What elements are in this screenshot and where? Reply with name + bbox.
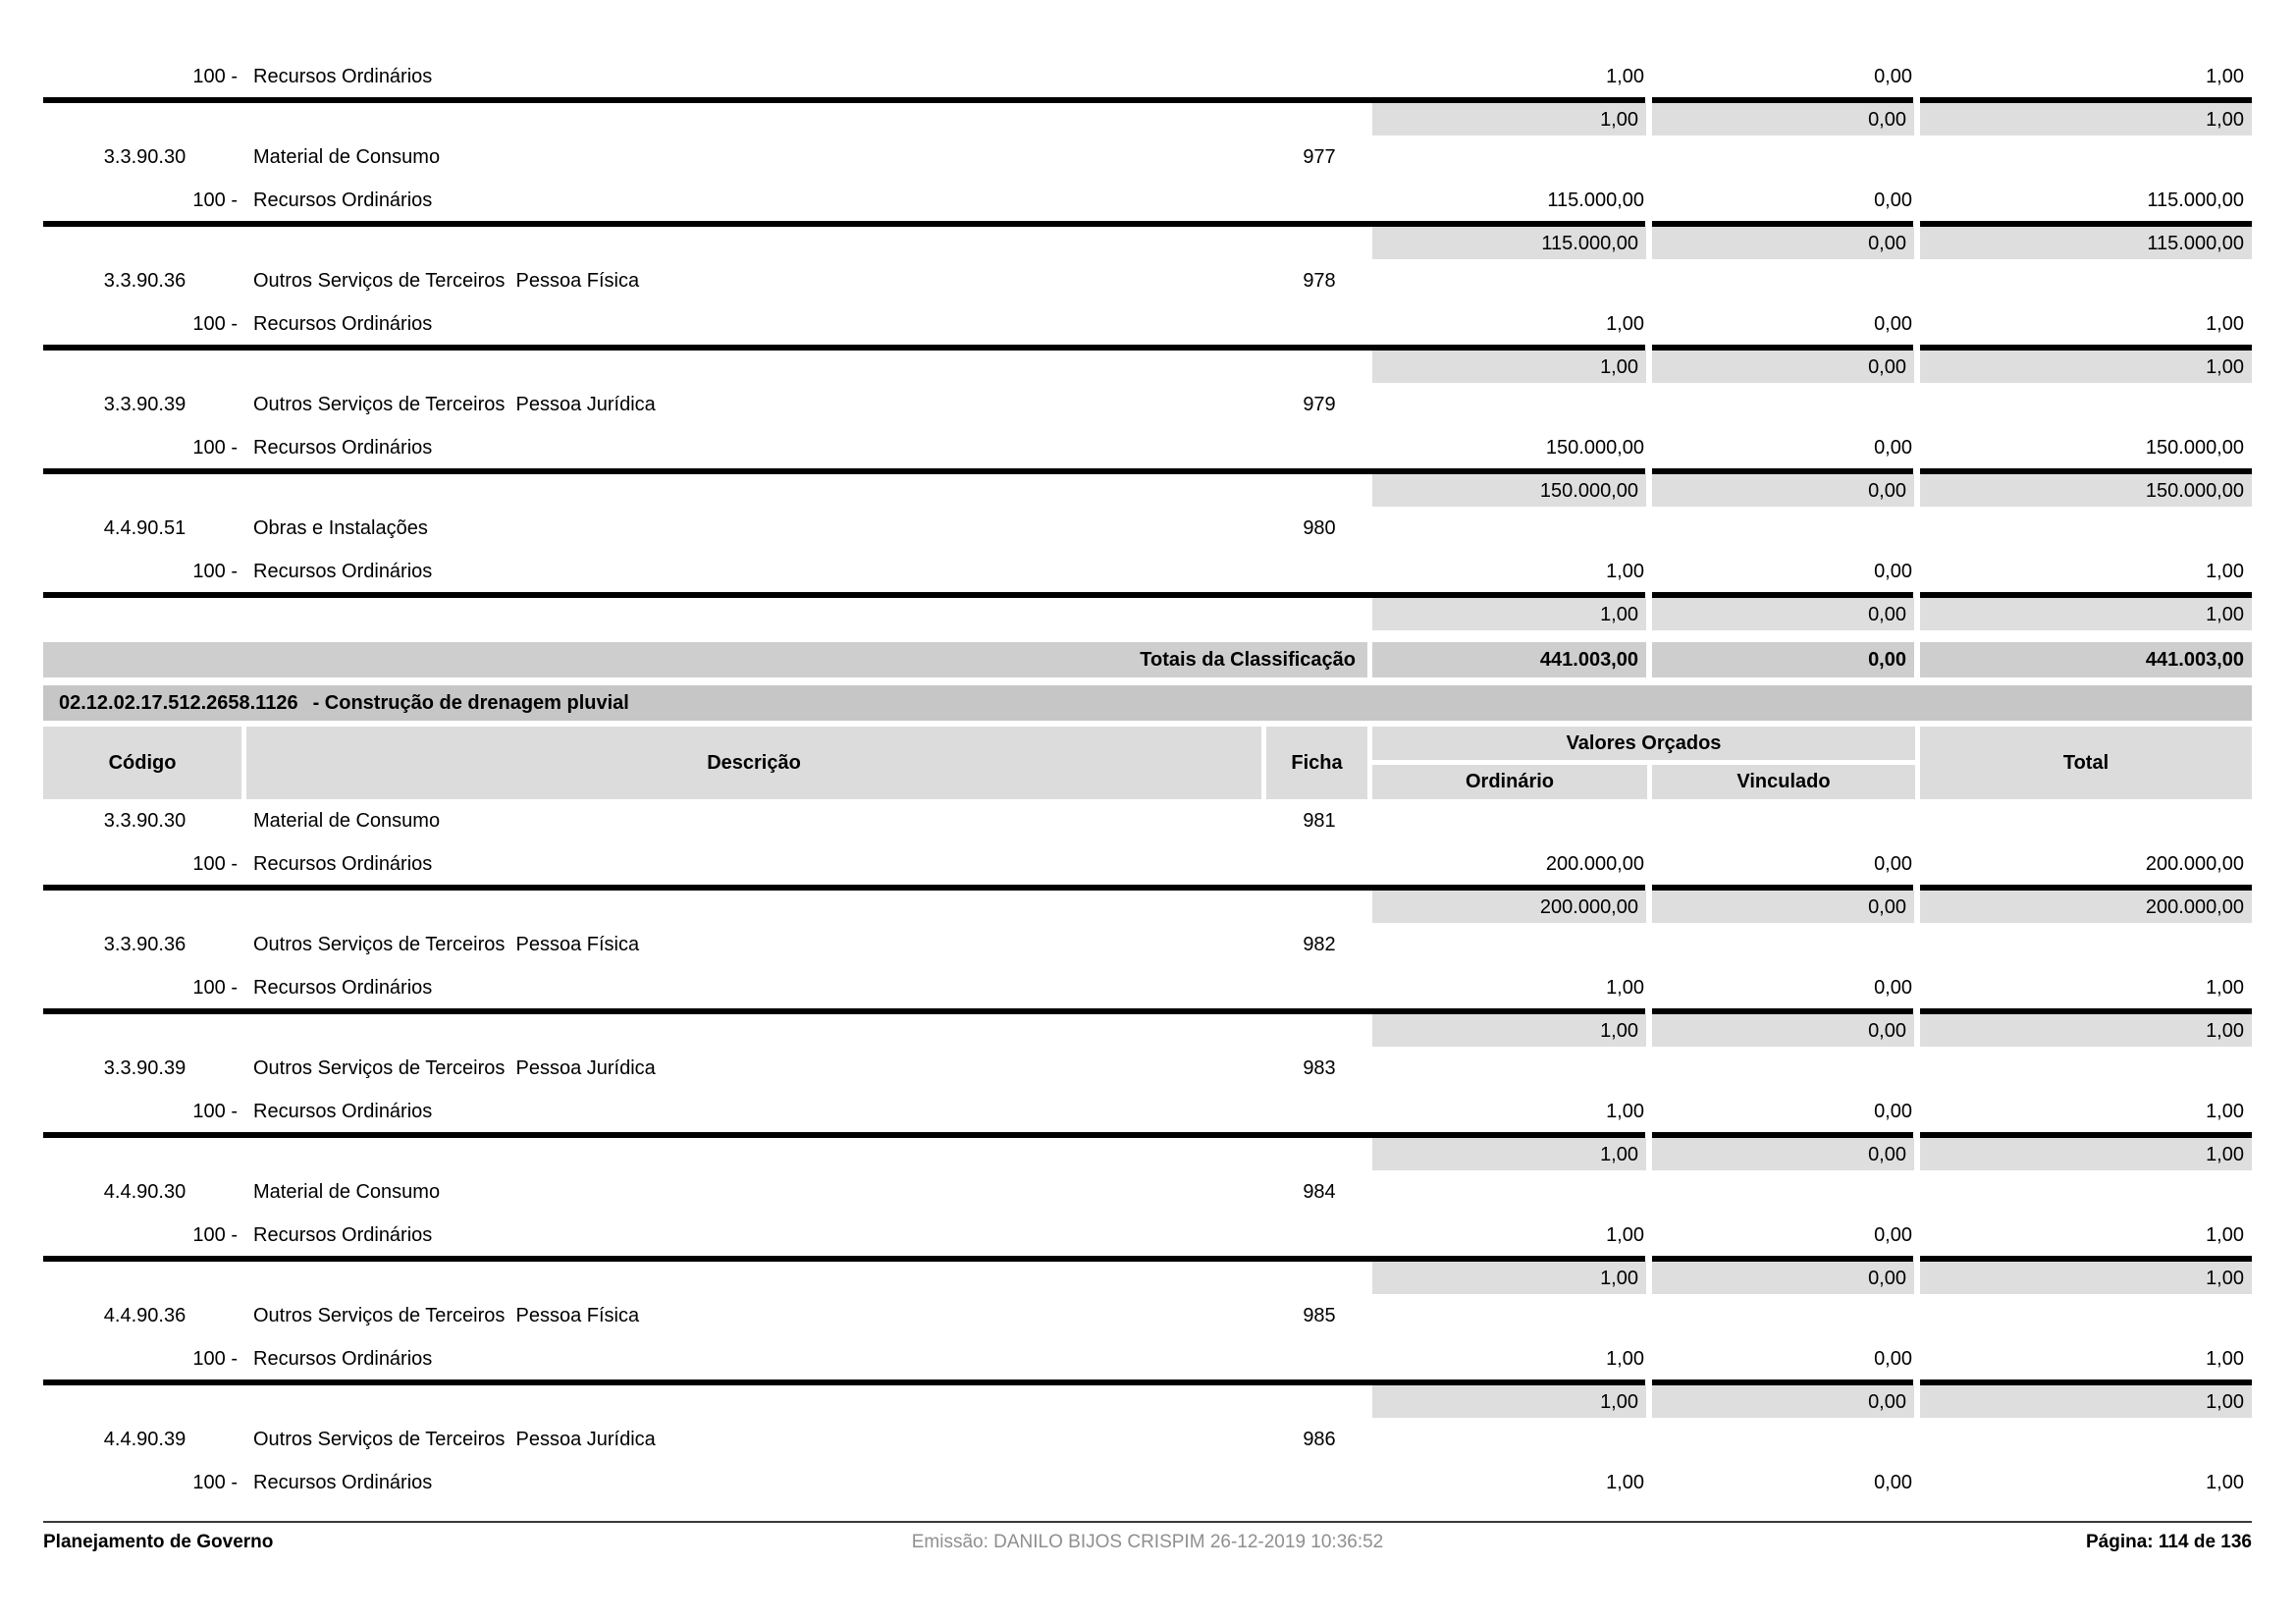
subtotal-row (43, 598, 2252, 630)
subtotal-total-value: 1,00 (1920, 1385, 2252, 1418)
header-valores-orcados: Valores Orçados (1372, 727, 1920, 760)
item-description: Material de Consumo (253, 146, 441, 168)
item-code: 4.4.90.39 (103, 1429, 187, 1450)
item-code: 4.4.90.51 (103, 517, 187, 539)
item-row (43, 259, 2252, 302)
section-title: - Construção de drenagem pluvial (312, 691, 629, 714)
subtotal-total-value: 1,00 (1920, 1138, 2252, 1170)
table-header (43, 727, 2252, 799)
fonte-vinculado-value: 0,00 (1874, 1100, 1912, 1122)
subtotal-ordinario-value: 1,00 (1372, 351, 1652, 383)
fonte-vinculado-value: 0,00 (1874, 560, 1912, 582)
footer-page-number: Página: 114 de 136 (2086, 1532, 2252, 1552)
fonte-ordinario-value: 115.000,00 (1547, 189, 1644, 211)
subtotal-spacer (43, 891, 1372, 923)
item-ficha: 977 (1303, 146, 1336, 168)
fonte-vinculado-value: 0,00 (1874, 436, 1912, 459)
fonte-name: Recursos Ordinários (253, 436, 433, 459)
subtotal-row (43, 351, 2252, 383)
budget-item-group (43, 923, 2252, 1047)
funding-source-row (43, 302, 2252, 345)
item-description: Outros Serviços de Terceiros Pessoa Jurídica (253, 1429, 656, 1450)
fonte-name: Recursos Ordinários (253, 1100, 433, 1122)
fonte-code: 100 - (192, 976, 238, 999)
fonte-vinculado-value: 0,00 (1874, 976, 1912, 999)
item-code: 3.3.90.36 (103, 934, 187, 955)
fonte-name: Recursos Ordinários (253, 1471, 433, 1493)
item-ficha: 980 (1303, 517, 1336, 539)
subtotal-total-value: 150.000,00 (1920, 474, 2252, 507)
subtotal-spacer (43, 1014, 1372, 1047)
header-codigo: Código (43, 727, 246, 799)
item-row (43, 383, 2252, 426)
item-row (43, 1047, 2252, 1090)
fonte-code: 100 - (192, 560, 238, 582)
fonte-total-value: 115.000,00 (2147, 189, 2244, 211)
subtotal-ordinario-value: 1,00 (1372, 1014, 1652, 1047)
funding-source-row (43, 426, 2252, 468)
item-code: 3.3.90.39 (103, 1057, 187, 1079)
fonte-ordinario-value: 1,00 (1606, 1100, 1644, 1122)
item-code: 4.4.90.30 (103, 1181, 187, 1203)
fonte-name: Recursos Ordinários (253, 312, 433, 335)
totals-vinculado-value: 0,00 (1652, 642, 1920, 677)
subtotal-spacer (43, 227, 1372, 259)
subtotal-row (43, 1262, 2252, 1294)
item-ficha: 978 (1303, 270, 1336, 292)
fonte-total-value: 1,00 (2206, 1347, 2244, 1370)
classification-section-1 (43, 55, 2252, 630)
item-description: Obras e Instalações (253, 517, 428, 539)
funding-source-row (43, 842, 2252, 885)
fonte-total-value: 200.000,00 (2145, 852, 2244, 875)
subtotal-vinculado-value: 0,00 (1652, 1262, 1920, 1294)
subtotal-vinculado-value: 0,00 (1652, 891, 1920, 923)
subtotal-ordinario-value: 150.000,00 (1372, 474, 1652, 507)
header-vinculado: Vinculado (1652, 765, 1920, 799)
subtotal-total-value: 1,00 (1920, 351, 2252, 383)
item-description: Material de Consumo (253, 1181, 441, 1203)
fonte-vinculado-value: 0,00 (1874, 1347, 1912, 1370)
item-ficha: 981 (1303, 810, 1336, 832)
item-description: Outros Serviços de Terceiros Pessoa Jurídica (253, 394, 656, 415)
subtotal-row (43, 103, 2252, 135)
header-ficha: Ficha (1266, 727, 1372, 799)
subtotal-vinculado-value: 0,00 (1652, 103, 1920, 135)
subtotal-vinculado-value: 0,00 (1652, 1014, 1920, 1047)
subtotal-spacer (43, 1138, 1372, 1170)
section-code: 02.12.02.17.512.2658.1126 (59, 691, 298, 714)
footer-report-name: Planejamento de Governo (43, 1532, 274, 1552)
item-row (43, 799, 2252, 842)
report-body (43, 0, 2252, 1503)
totals-ordinario-value: 441.003,00 (1372, 642, 1652, 677)
fonte-code: 100 - (192, 189, 238, 211)
budget-item-group (43, 383, 2252, 507)
funding-source-row (43, 1337, 2252, 1380)
fonte-code: 100 - (192, 1347, 238, 1370)
item-ficha: 983 (1303, 1057, 1336, 1079)
fonte-vinculado-value: 0,00 (1874, 65, 1912, 87)
item-description: Outros Serviços de Terceiros Pessoa Física (253, 270, 640, 292)
fonte-ordinario-value: 1,00 (1606, 1223, 1644, 1246)
fonte-name: Recursos Ordinários (253, 1347, 433, 1370)
subtotal-row (43, 474, 2252, 507)
subtotal-vinculado-value: 0,00 (1652, 598, 1920, 630)
fonte-total-value: 150.000,00 (2145, 436, 2244, 459)
fonte-total-value: 1,00 (2206, 976, 2244, 999)
budget-item-group (43, 259, 2252, 383)
fonte-name: Recursos Ordinários (253, 1223, 433, 1246)
item-row (43, 923, 2252, 966)
budget-item-group (43, 507, 2252, 630)
subtotal-spacer (43, 474, 1372, 507)
fonte-total-value: 1,00 (2206, 560, 2244, 582)
item-code: 3.3.90.30 (103, 810, 187, 832)
subtotal-spacer (43, 1385, 1372, 1418)
subtotal-spacer (43, 1262, 1372, 1294)
fonte-ordinario-value: 1,00 (1606, 65, 1644, 87)
fonte-name: Recursos Ordinários (253, 65, 433, 87)
subtotal-ordinario-value: 1,00 (1372, 1262, 1652, 1294)
fonte-name: Recursos Ordinários (253, 189, 433, 211)
item-ficha: 985 (1303, 1305, 1336, 1326)
budget-item-group (43, 1418, 2252, 1503)
fonte-code: 100 - (192, 1471, 238, 1493)
item-description: Material de Consumo (253, 810, 441, 832)
subtotal-total-value: 1,00 (1920, 103, 2252, 135)
fonte-vinculado-value: 0,00 (1874, 852, 1912, 875)
item-code: 3.3.90.36 (103, 270, 187, 292)
subtotal-ordinario-value: 1,00 (1372, 598, 1652, 630)
funding-source-row (43, 966, 2252, 1008)
subtotal-total-value: 1,00 (1920, 598, 2252, 630)
funding-source-row (43, 55, 2252, 97)
page-footer (43, 1521, 2252, 1553)
fonte-total-value: 1,00 (2206, 1100, 2244, 1122)
fonte-total-value: 1,00 (2206, 312, 2244, 335)
footer-emission: Emissão: DANILO BIJOS CRISPIM 26-12-2019 10:36:52 (911, 1532, 1384, 1552)
item-description: Outros Serviços de Terceiros Pessoa Física (253, 934, 640, 955)
fonte-ordinario-value: 150.000,00 (1545, 436, 1644, 459)
classification-section-2 (43, 799, 2252, 1503)
budget-item-group (43, 1294, 2252, 1418)
fonte-code: 100 - (192, 1223, 238, 1246)
fonte-name: Recursos Ordinários (253, 560, 433, 582)
subtotal-spacer (43, 103, 1372, 135)
subtotal-row (43, 227, 2252, 259)
item-ficha: 982 (1303, 934, 1336, 955)
fonte-ordinario-value: 200.000,00 (1545, 852, 1644, 875)
subtotal-total-value: 1,00 (1920, 1014, 2252, 1047)
subtotal-row (43, 1014, 2252, 1047)
item-description: Outros Serviços de Terceiros Pessoa Física (253, 1305, 640, 1326)
budget-item-group (43, 55, 2252, 135)
subtotal-vinculado-value: 0,00 (1652, 1138, 1920, 1170)
fonte-vinculado-value: 0,00 (1874, 1223, 1912, 1246)
fonte-ordinario-value: 1,00 (1606, 976, 1644, 999)
fonte-vinculado-value: 0,00 (1874, 189, 1912, 211)
item-code: 4.4.90.36 (103, 1305, 187, 1326)
subtotal-vinculado-value: 0,00 (1652, 351, 1920, 383)
fonte-code: 100 - (192, 852, 238, 875)
fonte-ordinario-value: 1,00 (1606, 560, 1644, 582)
funding-source-row (43, 550, 2252, 592)
item-ficha: 984 (1303, 1181, 1336, 1203)
fonte-code: 100 - (192, 436, 238, 459)
funding-source-row (43, 179, 2252, 221)
funding-source-row (43, 1214, 2252, 1256)
section-header (43, 685, 2252, 721)
fonte-name: Recursos Ordinários (253, 976, 433, 999)
subtotal-vinculado-value: 0,00 (1652, 227, 1920, 259)
header-ordinario: Ordinário (1372, 765, 1652, 799)
funding-source-row (43, 1461, 2252, 1503)
fonte-total-value: 1,00 (2206, 1471, 2244, 1493)
subtotal-ordinario-value: 1,00 (1372, 1385, 1652, 1418)
subtotal-ordinario-value: 1,00 (1372, 103, 1652, 135)
fonte-total-value: 1,00 (2206, 1223, 2244, 1246)
subtotal-total-value: 200.000,00 (1920, 891, 2252, 923)
subtotal-vinculado-value: 0,00 (1652, 1385, 1920, 1418)
item-row (43, 1418, 2252, 1461)
subtotal-ordinario-value: 200.000,00 (1372, 891, 1652, 923)
item-row (43, 1170, 2252, 1214)
totals-row (43, 642, 2252, 677)
budget-item-group (43, 799, 2252, 923)
item-row (43, 1294, 2252, 1337)
fonte-code: 100 - (192, 65, 238, 87)
fonte-ordinario-value: 1,00 (1606, 312, 1644, 335)
subtotal-total-value: 115.000,00 (1920, 227, 2252, 259)
budget-item-group (43, 1170, 2252, 1294)
fonte-ordinario-value: 1,00 (1606, 1347, 1644, 1370)
subtotal-row (43, 891, 2252, 923)
fonte-code: 100 - (192, 1100, 238, 1122)
fonte-total-value: 1,00 (2206, 65, 2244, 87)
subtotal-spacer (43, 351, 1372, 383)
subtotal-row (43, 1138, 2252, 1170)
fonte-vinculado-value: 0,00 (1874, 312, 1912, 335)
header-descricao: Descrição (246, 727, 1266, 799)
item-code: 3.3.90.39 (103, 394, 187, 415)
subtotal-vinculado-value: 0,00 (1652, 474, 1920, 507)
subtotal-spacer (43, 598, 1372, 630)
item-ficha: 979 (1303, 394, 1336, 415)
header-total: Total (1920, 727, 2252, 799)
budget-item-group (43, 1047, 2252, 1170)
item-code: 3.3.90.30 (103, 146, 187, 168)
item-description: Outros Serviços de Terceiros Pessoa Jurídica (253, 1057, 656, 1079)
funding-source-row (43, 1090, 2252, 1132)
fonte-vinculado-value: 0,00 (1874, 1471, 1912, 1493)
totals-label: Totais da Classificação (43, 642, 1372, 677)
budget-item-group (43, 135, 2252, 259)
totals-total-value: 441.003,00 (1920, 642, 2252, 677)
subtotal-ordinario-value: 1,00 (1372, 1138, 1652, 1170)
subtotal-row (43, 1385, 2252, 1418)
item-row (43, 135, 2252, 179)
item-row (43, 507, 2252, 550)
subtotal-total-value: 1,00 (1920, 1262, 2252, 1294)
fonte-code: 100 - (192, 312, 238, 335)
fonte-ordinario-value: 1,00 (1606, 1471, 1644, 1493)
item-ficha: 986 (1303, 1429, 1336, 1450)
fonte-name: Recursos Ordinários (253, 852, 433, 875)
subtotal-ordinario-value: 115.000,00 (1372, 227, 1652, 259)
